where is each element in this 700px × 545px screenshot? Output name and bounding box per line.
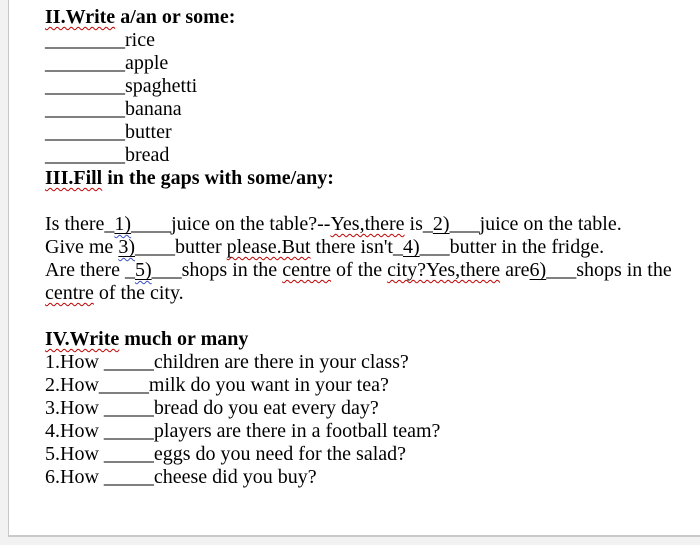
text-segment: ________spaghetti: [45, 75, 198, 97]
grammar-error-text: 1): [114, 213, 132, 235]
text-line: [45, 305, 700, 328]
text-line: [45, 420, 700, 443]
spelling-error-text: please.But: [226, 236, 311, 258]
spelling-error-text: II.Write: [45, 6, 116, 28]
text-segment: ________rice: [45, 29, 155, 51]
text-segment: 1.How _____children are there in your class?: [45, 351, 409, 373]
spelling-error-text: centre: [45, 282, 94, 304]
text-line: [45, 397, 700, 420]
blank-underline: [135, 259, 152, 281]
text-line: [45, 190, 700, 213]
text-segment: there isn't_: [310, 236, 403, 258]
text-segment: are: [500, 259, 530, 281]
text-segment: ___: [546, 259, 577, 281]
text-segment: shops in the: [181, 259, 283, 281]
text-segment: ___: [449, 213, 480, 235]
text-line: [45, 75, 700, 98]
blank-underline: 4): [403, 236, 420, 258]
blank-underline: [114, 213, 131, 235]
grammar-error-text: 5): [134, 259, 152, 281]
text-line: [45, 282, 700, 305]
blank-underline: 6): [529, 259, 547, 281]
text-segment: ________butter: [45, 121, 172, 143]
text-segment: 3.How _____bread do you eat every day?: [45, 397, 379, 419]
text-segment: 6.How _____cheese did you buy?: [45, 466, 317, 488]
document-page[interactable]: [8, 0, 700, 537]
spelling-error-text: centre: [282, 259, 332, 281]
section-heading: [45, 167, 700, 190]
text-line: [45, 98, 700, 121]
text-segment: ___: [419, 236, 450, 258]
text-line: [45, 374, 700, 397]
text-line: [45, 144, 700, 167]
text-line: [45, 236, 700, 259]
text-segment: juice on the table?--: [171, 213, 331, 235]
text-segment: much or many: [119, 328, 249, 350]
text-line: [45, 52, 700, 75]
text-segment: juice on the table.: [479, 213, 622, 235]
text-segment: of the city.: [93, 282, 184, 304]
text-segment: ___: [151, 259, 182, 281]
text-segment: of the: [331, 259, 388, 281]
text-segment: 5.How _____eggs do you need for the salad?: [45, 443, 407, 465]
text-segment: ____: [134, 236, 175, 258]
text-segment: ________apple: [45, 52, 169, 74]
text-segment: Is there_: [45, 213, 115, 235]
text-segment: Give me: [45, 236, 119, 258]
text-segment: 4.How _____players are there in a football team?: [45, 420, 441, 442]
blank-underline: 2): [432, 213, 450, 235]
text-line: [45, 443, 700, 466]
text-line: [45, 213, 700, 236]
text-segment: in the gaps with some/any:: [102, 167, 334, 189]
spelling-error-text: city?Yes,there: [387, 259, 501, 281]
text-line: [45, 259, 700, 282]
text-segment: ____: [131, 213, 172, 235]
section-heading: [45, 6, 700, 29]
text-line: [45, 29, 700, 52]
text-segment: 2.How_____milk do you want in your tea?: [45, 374, 389, 396]
spelling-error-text: IV.Write: [45, 328, 120, 350]
spelling-error-text: Yes,there: [330, 213, 405, 235]
text-segment: Are there _: [45, 259, 135, 281]
text-segment: ________bread: [45, 144, 170, 166]
grammar-error-text: 3): [118, 236, 135, 258]
blank-underline: [118, 236, 135, 258]
section-heading: [45, 328, 700, 351]
text-segment: shops in the: [576, 259, 672, 281]
text-segment: a/an or some:: [115, 6, 236, 28]
text-segment: butter: [174, 236, 227, 258]
text-line: [45, 466, 700, 489]
text-line: [45, 121, 700, 144]
text-segment: butter in the fridge.: [449, 236, 605, 258]
text-segment: is_: [404, 213, 433, 235]
text-line: [45, 351, 700, 374]
spelling-error-text: III.Fill: [45, 167, 103, 189]
document-body: [9, 0, 700, 489]
text-segment: ________banana: [45, 98, 182, 120]
